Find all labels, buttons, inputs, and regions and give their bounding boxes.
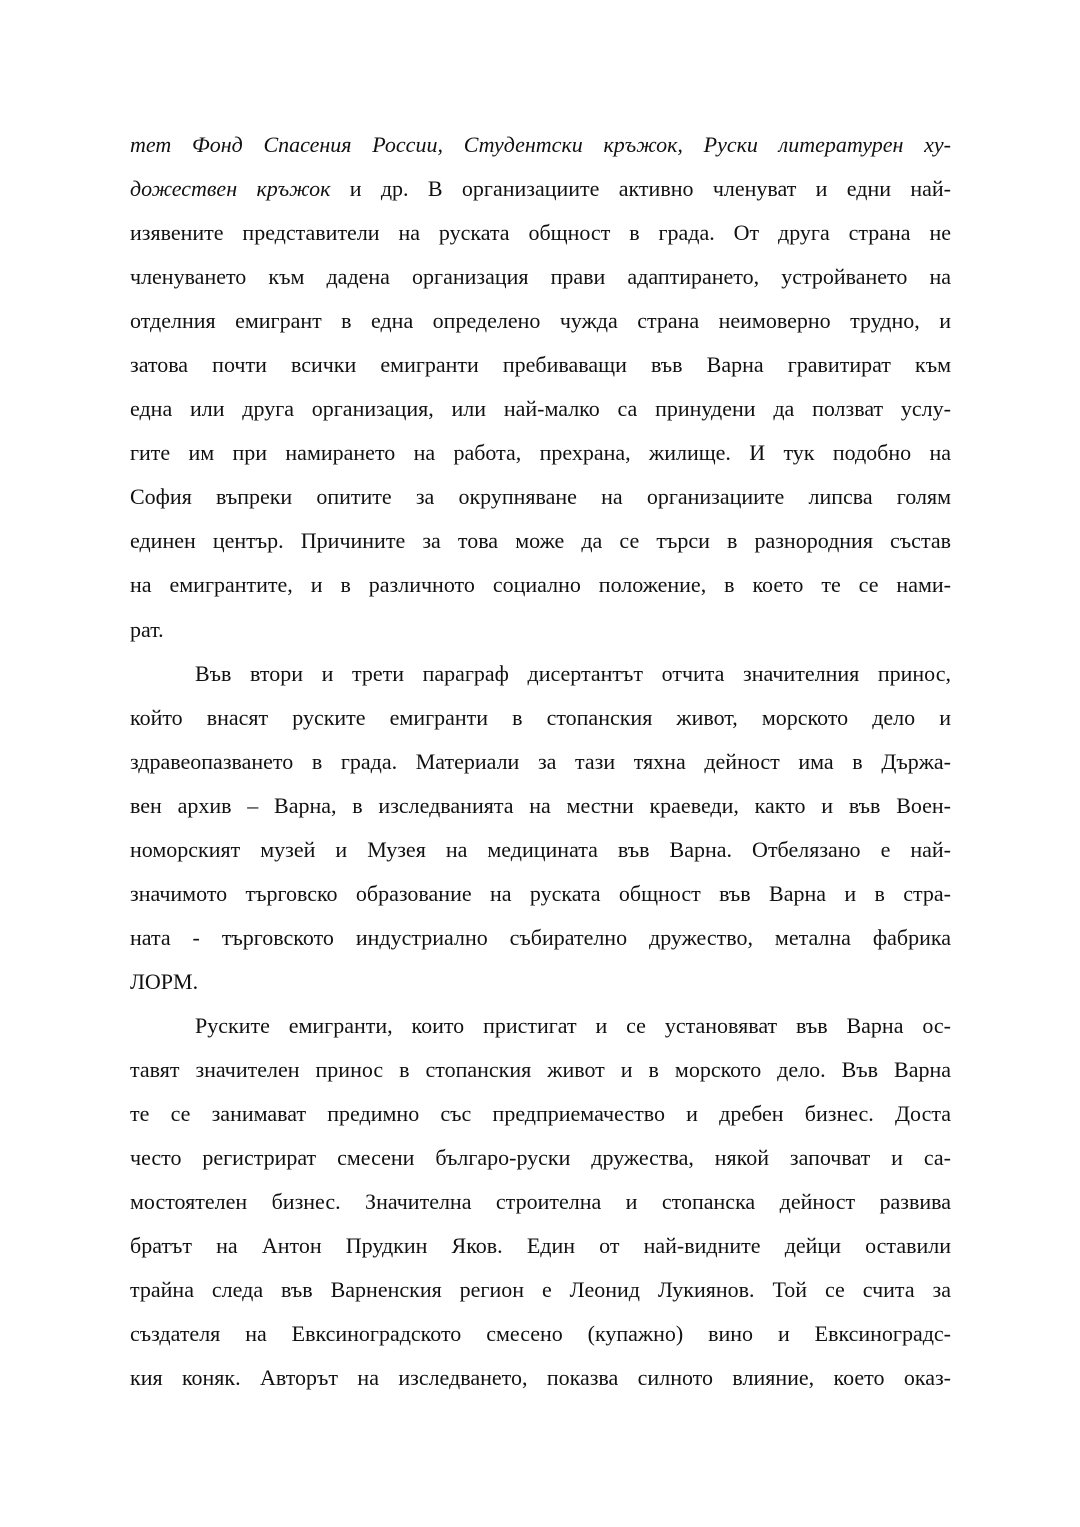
text-line (130, 343, 951, 387)
body-text: членуването към дадена организация прави адаптирането, устройването на (130, 264, 951, 290)
text-line (130, 1004, 951, 1048)
body-text: ЛОРМ. (130, 968, 199, 994)
body-text: тавят значителен принос в стопанския живот и в морското дело. Във Варна (130, 1056, 951, 1082)
paragraph (130, 123, 951, 652)
text-line (130, 387, 951, 431)
body-text: здравеопазването в града. Материали за тази тяхна дейност има в Държа- (130, 748, 951, 774)
text-line (130, 123, 951, 167)
body-text: Във втори и трети параграф дисертантът отчита значителния принос, (195, 660, 951, 686)
text-line (130, 1136, 951, 1180)
body-text: Руските емигранти, които пристигат и се установяват във Варна ос- (195, 1012, 951, 1038)
text-line (130, 828, 951, 872)
text-line (130, 1312, 951, 1356)
body-text: кия коняк. Авторът на изследването, показва силното влияние, което оказ- (130, 1365, 951, 1391)
text-line (130, 740, 951, 784)
body-text: ната - търговското индустриално събирателно дружество, метална фабрика (130, 924, 951, 950)
text-line (130, 255, 951, 299)
body-text: който внасят руските емигранти в стопанския живот, морското дело и (130, 704, 951, 730)
body-text: мостоятелен бизнес. Значителна строителна и стопанска дейност развива (130, 1189, 951, 1215)
body-text: често регистрират смесени българо-руски дружества, някой започват и са- (130, 1145, 951, 1171)
text-line (130, 211, 951, 255)
body-text: братът на Антон Прудкин Яков. Един от най-видните дейци оставили (130, 1233, 951, 1259)
italic-text: тет Фонд Спасения России, Студентски кръжок, Руски литературен ху- (130, 132, 951, 157)
text-line (130, 784, 951, 828)
document-body (130, 123, 951, 1400)
text-line (130, 431, 951, 475)
text-line (130, 1268, 951, 1312)
body-text: номорският музей и Музея на медицината във Варна. Отбелязано е най- (130, 836, 951, 862)
text-line (130, 475, 951, 519)
body-text: отделния емигрант в една определено чужда страна неимоверно трудно, и (130, 308, 951, 334)
paragraph (130, 1004, 951, 1400)
body-text: вен архив – Варна, в изследванията на местни краеведи, както и във Воен- (130, 792, 951, 818)
body-text: и др. В организациите активно членуват и едни най- (330, 176, 951, 202)
text-line (130, 872, 951, 916)
body-text: затова почти всички емигранти пребиваващи във Варна гравитират към (130, 352, 951, 378)
text-line (130, 299, 951, 343)
text-line (130, 960, 951, 1004)
paragraph (130, 652, 951, 1004)
body-text: на емигрантите, и в различното социално положение, в което те се нами- (130, 572, 951, 598)
body-text: създателя на Евксиноградското смесено (купажно) вино и Евксиноградс- (130, 1321, 951, 1347)
text-line (130, 1092, 951, 1136)
text-line (130, 916, 951, 960)
body-text: изявените представители на руската общност в града. От друга страна не (130, 220, 951, 246)
text-line (130, 652, 951, 696)
body-text: една или друга организация, или най-малко са принудени да ползват услу- (130, 396, 951, 422)
italic-text: дожествен кръжок (130, 176, 331, 202)
text-line (130, 1048, 951, 1092)
text-line (130, 1356, 951, 1400)
text-line (130, 563, 951, 607)
body-text: те се занимават предимно със предприемачество и дребен бизнес. Доста (130, 1101, 951, 1127)
body-text: единен център. Причините за това може да се търси в разнородния състав (130, 528, 951, 554)
text-line (130, 519, 951, 563)
text-line (130, 1180, 951, 1224)
body-text: гите им при намирането на работа, прехрана, жилище. И тук подобно на (130, 440, 951, 466)
body-text: София въпреки опитите за окрупняване на организациите липсва голям (130, 484, 951, 510)
body-text: рат. (130, 616, 164, 642)
body-text: трайна следа във Варненския регион е Леонид Лукиянов. Той се счита за (130, 1277, 951, 1303)
text-line (130, 1224, 951, 1268)
text-line (130, 167, 951, 211)
body-text: значимото търговско образование на руската общност във Варна и в стра- (130, 880, 951, 906)
text-line (130, 608, 951, 652)
text-line (130, 696, 951, 740)
